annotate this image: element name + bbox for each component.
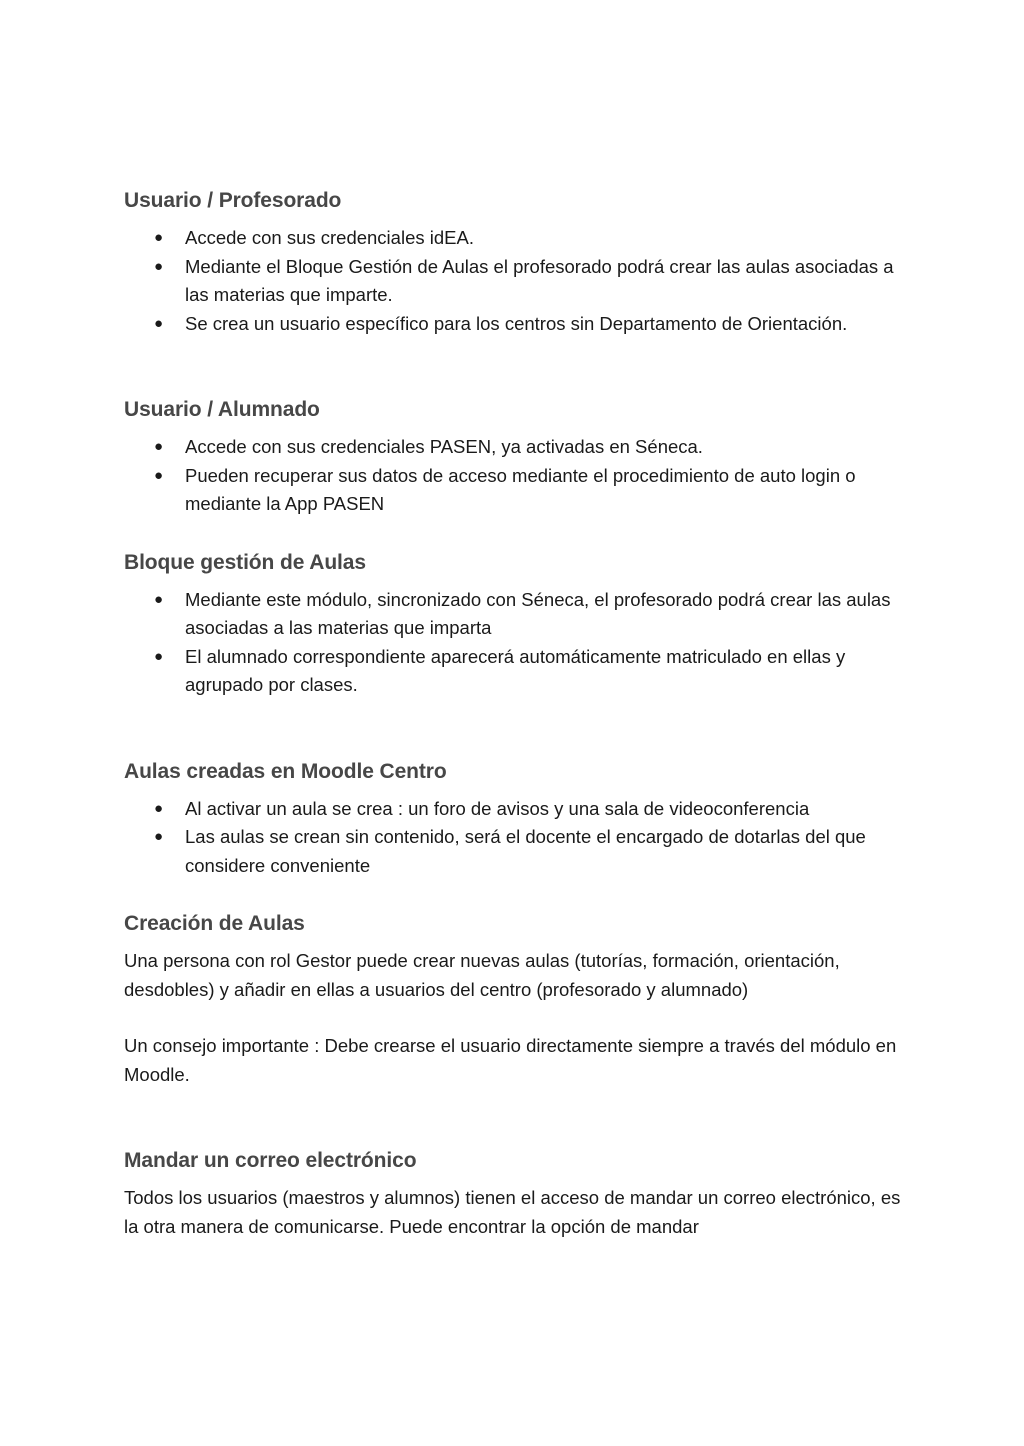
spacer xyxy=(124,700,914,757)
section-title-bloque-gestion-aulas: Bloque gestión de Aulas xyxy=(124,550,366,574)
section-title-creacion-aulas: Creación de Aulas xyxy=(124,912,305,935)
list-item-text: Accede con sus credenciales PASEN, ya activadas en Séneca. xyxy=(185,436,703,457)
paragraph: Un consejo importante : Debe crearse el usuario directamente siempre a través del módulo en Moodle. xyxy=(124,1035,897,1085)
spacer xyxy=(124,338,914,395)
section-title-usuario-profesorado: Usuario / Profesorado xyxy=(124,189,342,212)
list-item xyxy=(124,433,914,462)
spacer xyxy=(124,880,914,909)
bullet-icon: ● xyxy=(154,257,164,275)
bullet-icon: ● xyxy=(154,229,164,246)
document-content xyxy=(124,186,914,1241)
list-item xyxy=(124,795,914,824)
spacer xyxy=(124,1004,914,1032)
spacer xyxy=(124,519,914,548)
paragraph: Todos los usuarios (maestros y alumnos) tienen el acceso de mandar un correo electrónico, es la otra manera de comunicarse. Puede encontrar la opción de mandar xyxy=(124,1187,901,1237)
bullet-icon: ● xyxy=(154,438,164,455)
bullet-list-bloque-gestion xyxy=(124,586,914,700)
list-item-text: Pueden recuperar sus datos de acceso mediante el procedimiento de auto login o mediante la App PASEN xyxy=(185,464,856,514)
list-item xyxy=(124,823,914,880)
bullet-icon: ● xyxy=(154,647,164,665)
list-item-text: Mediante este módulo, sincronizado con Séneca, el profesorado podrá crear las aulas asociadas a las materias que imparta xyxy=(185,588,891,638)
list-item-text: Accede con sus credenciales idEA. xyxy=(185,227,474,248)
section-title-mandar-correo: Mandar un correo electrónico xyxy=(124,1149,417,1172)
bullet-icon: ● xyxy=(154,466,164,484)
bullet-list-alumnado xyxy=(124,433,914,519)
section-title-usuario-alumnado: Usuario / Alumnado xyxy=(124,398,320,421)
list-item-text: Al activar un aula se crea : un foro de avisos y una sala de videoconferencia xyxy=(185,797,810,819)
list-item xyxy=(124,586,914,643)
paragraph: Una persona con rol Gestor puede crear nuevas aulas (tutorías, formación, orientación, desdobles) y añadir en ellas a usuarios del centro (profesorado y alumnado) xyxy=(124,950,840,1000)
list-item xyxy=(124,253,914,310)
section-title-aulas-creadas: Aulas creadas en Moodle Centro xyxy=(124,759,447,783)
bullet-icon: ● xyxy=(154,590,164,608)
bullet-list-profesorado xyxy=(124,224,914,338)
list-item-text: Mediante el Bloque Gestión de Aulas el profesorado podrá crear las aulas asociadas a las materias que imparte. xyxy=(185,255,894,305)
list-item-text: Las aulas se crean sin contenido, será el docente el encargado de dotarlas del que considere conveniente xyxy=(185,826,866,876)
list-item xyxy=(124,310,914,339)
list-item xyxy=(124,643,914,700)
bullet-list-aulas-creadas xyxy=(124,795,914,881)
bullet-icon: ● xyxy=(154,828,164,845)
bullet-icon: ● xyxy=(154,314,164,332)
list-item xyxy=(124,462,914,519)
bullet-icon: ● xyxy=(154,799,164,817)
list-item xyxy=(124,224,914,253)
list-item-text: El alumnado correspondiente aparecerá automáticamente matriculado en ellas y agrupado por clases. xyxy=(185,645,846,695)
spacer xyxy=(124,1089,914,1146)
list-item-text: Se crea un usuario específico para los centros sin Departamento de Orientación. xyxy=(185,312,848,334)
